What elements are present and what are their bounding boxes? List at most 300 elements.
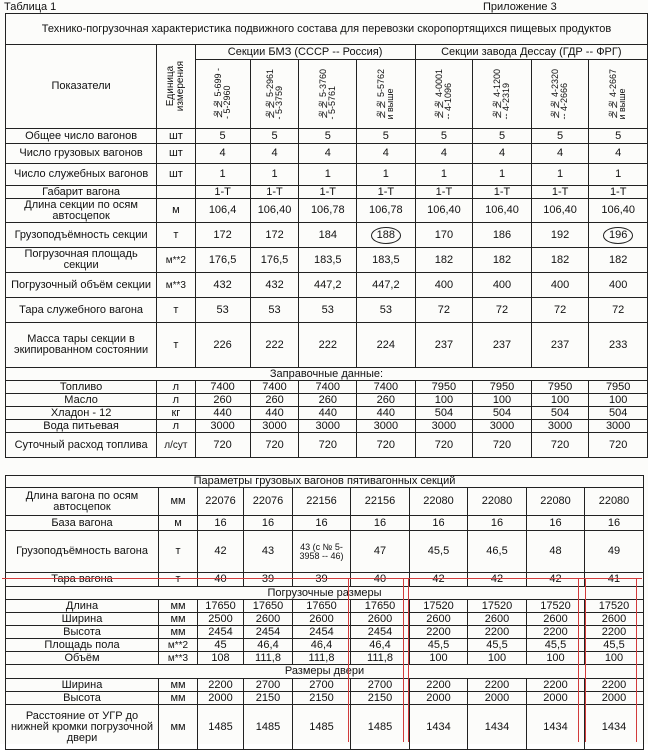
value-cell: 3000 <box>415 420 473 433</box>
row-unit: т <box>159 573 198 587</box>
table-row <box>6 531 644 573</box>
value-cell: 432 <box>195 273 250 298</box>
value-cell: 111,8 <box>351 652 410 665</box>
table-row <box>6 420 648 433</box>
section-header-door: Размеры двери <box>6 665 644 679</box>
value-cell: 1 <box>415 164 473 186</box>
row-label: Суточный расход топлива <box>6 433 157 458</box>
value-cell: 400 <box>589 273 648 298</box>
value-cell: 2200 <box>527 626 585 639</box>
value-cell: 400 <box>415 273 473 298</box>
section-header: №№ 5-5762 и выше <box>357 60 416 129</box>
value-cell: 183,5 <box>357 248 416 273</box>
value-cell: 46,5 <box>468 531 527 573</box>
row-unit: м**3 <box>157 273 195 298</box>
value-cell <box>357 223 416 248</box>
row-label: Ширина <box>6 679 159 692</box>
value-cell: 17650 <box>244 600 293 613</box>
value-cell: 2200 <box>198 679 244 692</box>
table-row <box>6 164 648 186</box>
value-cell: 2200 <box>468 679 527 692</box>
value-cell: 100 <box>410 652 468 665</box>
value-cell: 2700 <box>293 679 351 692</box>
row-label: Габарит вагона <box>6 186 157 199</box>
value-cell: 3000 <box>195 420 250 433</box>
row-unit: м <box>159 516 198 531</box>
value-cell: 440 <box>357 407 416 420</box>
value-cell: 1-Т <box>531 186 589 199</box>
value-cell: 100 <box>473 394 532 407</box>
value-cell: 4 <box>357 144 416 164</box>
value-cell: 2454 <box>244 626 293 639</box>
value-cell: 1434 <box>527 705 585 750</box>
value-cell: 172 <box>195 223 250 248</box>
row-label: Грузоподъёмность вагона <box>6 531 159 573</box>
value-cell: 45,5 <box>410 639 468 652</box>
value-cell: 2454 <box>198 626 244 639</box>
circled-value: 196 <box>603 227 633 244</box>
value-cell: 1-Т <box>299 186 357 199</box>
value-cell: 72 <box>589 298 648 323</box>
value-cell: 1-Т <box>589 186 648 199</box>
value-cell: 22080 <box>585 488 644 516</box>
value-cell: 4 <box>195 144 250 164</box>
section-header: №№ 4-2320 -- 4-2666 <box>531 60 589 129</box>
appendix-label: Приложение 3 <box>483 1 557 13</box>
section-header: №№ 5-699 - - 5-2960 <box>195 60 250 129</box>
value-cell: 440 <box>195 407 250 420</box>
red-pencil-line <box>403 578 404 742</box>
value-cell: 49 <box>585 531 644 573</box>
value-cell: 46,4 <box>244 639 293 652</box>
red-pencil-line <box>585 578 586 742</box>
value-cell: 106,78 <box>357 199 416 223</box>
value-cell: 176,5 <box>250 248 299 273</box>
value-cell: 4 <box>415 144 473 164</box>
value-cell: 1-Т <box>415 186 473 199</box>
table-row <box>6 199 648 223</box>
value-cell: 720 <box>589 433 648 458</box>
value-cell: 106,40 <box>250 199 299 223</box>
value-cell: 43 <box>244 531 293 573</box>
value-cell: 237 <box>473 323 532 368</box>
group-header-dessau: Секции завода Дессау (ГДР -- ФРГ) <box>415 45 647 60</box>
row-label: Общее число вагонов <box>6 129 157 144</box>
value-cell: 2600 <box>527 613 585 626</box>
value-cell: 22076 <box>198 488 244 516</box>
circled-value: 188 <box>371 227 401 244</box>
row-label: Число грузовых вагонов <box>6 144 157 164</box>
table-row <box>6 248 648 273</box>
row-unit: шт <box>157 144 195 164</box>
row-label: Погрузочный объём секции <box>6 273 157 298</box>
value-cell: 4 <box>589 144 648 164</box>
value-cell: 53 <box>299 298 357 323</box>
table-row <box>6 476 644 488</box>
value-cell: 5 <box>357 129 416 144</box>
red-pencil-line <box>578 578 579 742</box>
value-cell: 176,5 <box>195 248 250 273</box>
value-cell: 3000 <box>299 420 357 433</box>
value-cell: 2700 <box>351 679 410 692</box>
value-cell: 2000 <box>468 692 527 705</box>
value-cell: 5 <box>415 129 473 144</box>
row-label: Расстояние от УГР до нижней кромки погрузочной двери <box>6 705 159 750</box>
value-cell: 260 <box>195 394 250 407</box>
value-cell: 1 <box>589 164 648 186</box>
value-cell: 1 <box>250 164 299 186</box>
value-cell: 1485 <box>293 705 351 750</box>
row-unit: л <box>157 381 195 394</box>
value-cell: 16 <box>585 516 644 531</box>
table-row <box>6 129 648 144</box>
row-unit: л <box>157 394 195 407</box>
row-unit: м**2 <box>159 639 198 652</box>
value-cell: 16 <box>527 516 585 531</box>
value-cell: 504 <box>589 407 648 420</box>
value-cell: 2500 <box>198 613 244 626</box>
value-cell: 2600 <box>410 613 468 626</box>
section-header: №№ 5-3760 - 5-5761 <box>299 60 357 129</box>
value-cell: 22076 <box>244 488 293 516</box>
value-cell: 2454 <box>351 626 410 639</box>
row-unit: мм <box>159 679 198 692</box>
table-row <box>6 394 648 407</box>
table-row <box>6 488 644 516</box>
value-cell: 16 <box>293 516 351 531</box>
row-unit: т <box>159 531 198 573</box>
value-cell: 720 <box>357 433 416 458</box>
table-row <box>6 639 644 652</box>
value-cell: 2150 <box>351 692 410 705</box>
wagon-parameters-table <box>5 475 644 750</box>
value-cell: 2200 <box>527 679 585 692</box>
value-cell: 5 <box>299 129 357 144</box>
table-row <box>6 692 644 705</box>
row-unit: мм <box>159 692 198 705</box>
col-header-unit: Единица измерения <box>157 45 195 129</box>
value-cell: 47 <box>351 531 410 573</box>
value-cell: 2600 <box>293 613 351 626</box>
value-cell: 720 <box>473 433 532 458</box>
value-cell: 72 <box>531 298 589 323</box>
value-cell: 45,5 <box>468 639 527 652</box>
value-cell: 17520 <box>585 600 644 613</box>
row-label: Погрузочная площадь секции <box>6 248 157 273</box>
value-cell: 100 <box>415 394 473 407</box>
value-cell: 45 <box>198 639 244 652</box>
value-cell: 7400 <box>299 381 357 394</box>
value-cell: 7950 <box>415 381 473 394</box>
value-cell: 2600 <box>585 613 644 626</box>
value-cell: 2200 <box>585 679 644 692</box>
value-cell: 45,5 <box>410 531 468 573</box>
row-unit <box>157 186 195 199</box>
value-cell: 22156 <box>351 488 410 516</box>
value-cell: 3000 <box>357 420 416 433</box>
value-cell: 1-Т <box>250 186 299 199</box>
row-unit: мм <box>159 600 198 613</box>
value-cell: 720 <box>531 433 589 458</box>
value-cell: 182 <box>531 248 589 273</box>
value-cell: 7400 <box>195 381 250 394</box>
value-cell: 106,4 <box>195 199 250 223</box>
value-cell: 2600 <box>244 613 293 626</box>
row-label: Объём <box>6 652 159 665</box>
value-cell: 233 <box>589 323 648 368</box>
value-cell: 184 <box>299 223 357 248</box>
value-cell: 40 <box>351 573 410 587</box>
section-header-params: Параметры грузовых вагонов пятивагонных секций <box>6 476 644 488</box>
value-cell: 4 <box>299 144 357 164</box>
value-cell: 237 <box>531 323 589 368</box>
value-cell: 1434 <box>468 705 527 750</box>
value-cell: 432 <box>250 273 299 298</box>
row-label: Высота <box>6 626 159 639</box>
value-cell: 440 <box>299 407 357 420</box>
value-cell: 42 <box>198 531 244 573</box>
value-cell: 17520 <box>468 600 527 613</box>
red-pencil-line <box>408 578 409 742</box>
value-cell: 447,2 <box>299 273 357 298</box>
value-cell: 2200 <box>410 679 468 692</box>
value-cell <box>589 223 648 248</box>
row-label: Площадь пола <box>6 639 159 652</box>
value-cell: 17650 <box>293 600 351 613</box>
group-header-bmz: Секции БМЗ (СССР -- Россия) <box>195 45 415 60</box>
value-cell: 1-Т <box>195 186 250 199</box>
value-cell: 182 <box>589 248 648 273</box>
value-cell: 111,8 <box>244 652 293 665</box>
value-cell: 53 <box>250 298 299 323</box>
value-cell: 22080 <box>410 488 468 516</box>
value-cell: 40 <box>198 573 244 587</box>
row-unit: м**3 <box>159 652 198 665</box>
col-header-indicators: Показатели <box>6 45 157 129</box>
row-label: База вагона <box>6 516 159 531</box>
value-cell: 2700 <box>244 679 293 692</box>
value-cell: 1-Т <box>473 186 532 199</box>
value-cell: 106,78 <box>299 199 357 223</box>
value-cell: 440 <box>250 407 299 420</box>
value-cell: 720 <box>250 433 299 458</box>
row-unit: м <box>157 199 195 223</box>
value-cell: 400 <box>473 273 532 298</box>
row-unit: м**2 <box>157 248 195 273</box>
value-cell: 16 <box>198 516 244 531</box>
value-cell: 1 <box>195 164 250 186</box>
table-row <box>6 407 648 420</box>
table-row <box>6 679 644 692</box>
value-cell: 260 <box>357 394 416 407</box>
table-number: Таблица 1 <box>4 1 57 13</box>
table-row <box>6 323 648 368</box>
value-cell: 1485 <box>244 705 293 750</box>
row-unit: т <box>157 298 195 323</box>
value-cell: 42 <box>410 573 468 587</box>
value-cell: 1434 <box>410 705 468 750</box>
value-cell: 16 <box>468 516 527 531</box>
row-unit: т <box>157 323 195 368</box>
value-cell: 237 <box>415 323 473 368</box>
value-cell: 504 <box>531 407 589 420</box>
value-cell: 72 <box>415 298 473 323</box>
row-unit: мм <box>159 626 198 639</box>
value-cell: 5 <box>250 129 299 144</box>
value-cell: 3000 <box>589 420 648 433</box>
value-cell: 260 <box>299 394 357 407</box>
value-cell: 222 <box>250 323 299 368</box>
table-row <box>6 516 644 531</box>
value-cell: 2000 <box>527 692 585 705</box>
row-label: Ширина <box>6 613 159 626</box>
red-pencil-line <box>2 578 642 579</box>
value-cell: 186 <box>473 223 532 248</box>
row-label: Топливо <box>6 381 157 394</box>
value-cell: 504 <box>473 407 532 420</box>
value-cell: 48 <box>527 531 585 573</box>
value-cell: 3000 <box>250 420 299 433</box>
row-label: Тара вагона <box>6 573 159 587</box>
row-label: Вода питьевая <box>6 420 157 433</box>
table-row <box>6 613 644 626</box>
value-cell: 100 <box>468 652 527 665</box>
value-cell: 16 <box>410 516 468 531</box>
table-row <box>6 298 648 323</box>
value-cell: 1434 <box>585 705 644 750</box>
value-cell: 16 <box>244 516 293 531</box>
value-cell: 22080 <box>468 488 527 516</box>
value-cell: 192 <box>531 223 589 248</box>
table-row <box>6 587 644 600</box>
value-cell: 5 <box>195 129 250 144</box>
table-row <box>6 652 644 665</box>
value-cell: 7950 <box>531 381 589 394</box>
row-unit: мм <box>159 705 198 750</box>
row-unit: мм <box>159 488 198 516</box>
value-cell: 46,4 <box>293 639 351 652</box>
value-cell: 2200 <box>585 626 644 639</box>
value-cell: 720 <box>299 433 357 458</box>
value-cell: 45,5 <box>585 639 644 652</box>
table-row <box>6 665 644 679</box>
value-cell: 182 <box>473 248 532 273</box>
value-cell: 447,2 <box>357 273 416 298</box>
row-label: Высота <box>6 692 159 705</box>
row-label: Грузоподъёмность секции <box>6 223 157 248</box>
value-cell: 39 <box>244 573 293 587</box>
value-cell: 7400 <box>357 381 416 394</box>
value-cell: 3000 <box>531 420 589 433</box>
value-cell: 42 <box>468 573 527 587</box>
value-cell: 100 <box>585 652 644 665</box>
value-cell: 53 <box>357 298 416 323</box>
value-cell: 222 <box>299 323 357 368</box>
value-cell: 504 <box>415 407 473 420</box>
value-cell: 7950 <box>589 381 648 394</box>
value-cell: 42 <box>527 573 585 587</box>
red-pencil-line <box>348 578 349 742</box>
value-cell: 2454 <box>293 626 351 639</box>
table-row <box>6 144 648 164</box>
red-pencil-line <box>636 578 637 742</box>
section-header: №№ 4-2667 и выше <box>589 60 648 129</box>
value-cell: 4 <box>473 144 532 164</box>
table-row <box>6 626 644 639</box>
section-characteristics-table <box>5 13 648 458</box>
value-cell: 2000 <box>585 692 644 705</box>
value-cell: 2200 <box>410 626 468 639</box>
row-unit: шт <box>157 164 195 186</box>
value-cell: 1485 <box>198 705 244 750</box>
value-cell: 111,8 <box>293 652 351 665</box>
value-cell: 4 <box>250 144 299 164</box>
section-header: №№ 4-0001 -- 4-1096 <box>415 60 473 129</box>
value-cell: 46,4 <box>351 639 410 652</box>
value-cell: 2200 <box>468 626 527 639</box>
value-cell: 1-Т <box>357 186 416 199</box>
value-cell: 172 <box>250 223 299 248</box>
section-header: №№ 4-1200 -- 4-2319 <box>473 60 532 129</box>
value-cell: 45,5 <box>527 639 585 652</box>
value-cell: 5 <box>589 129 648 144</box>
table-row <box>6 273 648 298</box>
value-cell: 17650 <box>198 600 244 613</box>
row-label: Длина <box>6 600 159 613</box>
value-cell: 72 <box>473 298 532 323</box>
table-row <box>6 186 648 199</box>
row-label: Масло <box>6 394 157 407</box>
section-header-fuel: Заправочные данные: <box>6 368 648 381</box>
table-row <box>6 223 648 248</box>
row-unit: кг <box>157 407 195 420</box>
value-cell: 1 <box>531 164 589 186</box>
value-cell: 2150 <box>293 692 351 705</box>
value-cell: 39 <box>293 573 351 587</box>
table-row <box>6 433 648 458</box>
value-cell: 100 <box>531 394 589 407</box>
table-row <box>6 600 644 613</box>
value-cell: 4 <box>531 144 589 164</box>
value-cell: 43 (с № 5-3958 -- 46) <box>293 531 351 573</box>
row-label: Тара служебного вагона <box>6 298 157 323</box>
value-cell: 1 <box>299 164 357 186</box>
value-cell: 106,40 <box>415 199 473 223</box>
row-unit: мм <box>159 613 198 626</box>
value-cell: 17650 <box>351 600 410 613</box>
value-cell: 720 <box>415 433 473 458</box>
value-cell: 41 <box>585 573 644 587</box>
value-cell: 2000 <box>410 692 468 705</box>
value-cell: 106,40 <box>473 199 532 223</box>
value-cell: 400 <box>531 273 589 298</box>
value-cell: 720 <box>195 433 250 458</box>
value-cell: 17520 <box>410 600 468 613</box>
value-cell: 1 <box>473 164 532 186</box>
row-label: Хладон - 12 <box>6 407 157 420</box>
value-cell: 100 <box>527 652 585 665</box>
value-cell: 1485 <box>351 705 410 750</box>
value-cell: 170 <box>415 223 473 248</box>
table-row <box>6 573 644 587</box>
value-cell: 260 <box>250 394 299 407</box>
table-row <box>6 368 648 381</box>
section-header-load-dims: Погрузочные размеры <box>6 587 644 600</box>
value-cell: 53 <box>195 298 250 323</box>
row-label: Длина секции по осям автосцепок <box>6 199 157 223</box>
value-cell: 226 <box>195 323 250 368</box>
section-header: №№ 5-2961 - 5-3759 <box>250 60 299 129</box>
